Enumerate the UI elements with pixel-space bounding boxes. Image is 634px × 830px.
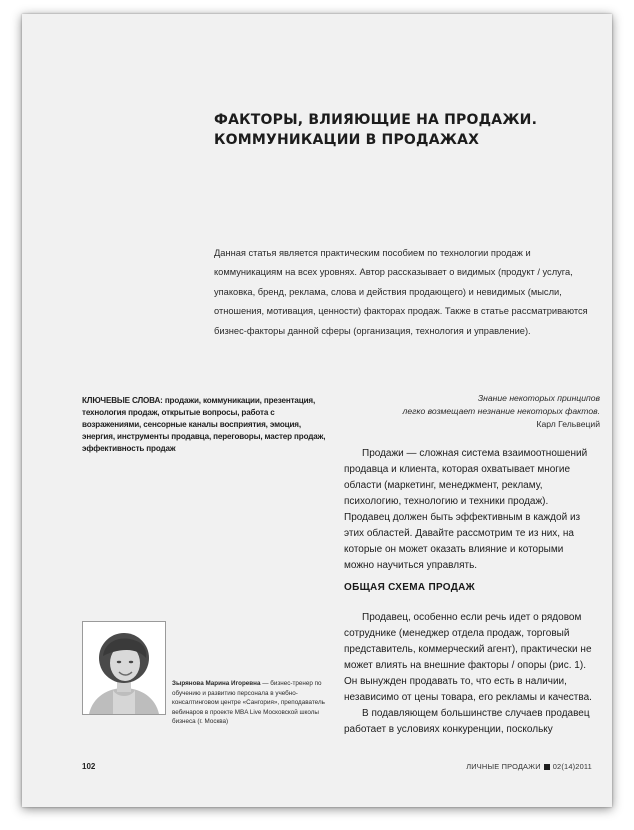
author-portrait-illustration <box>83 622 165 714</box>
page-number: 102 <box>82 762 96 771</box>
running-footer <box>466 762 592 771</box>
keywords-block <box>82 395 332 455</box>
section-paragraph-2: В подавляющем большинстве случаев продавец работает в условиях конкуренции, поскольку <box>344 708 590 735</box>
journal-name: ЛИЧНЫЕ ПРОДАЖИ <box>466 762 541 771</box>
article-title <box>214 110 594 150</box>
epigraph <box>352 392 600 431</box>
author-description: — бизнес-тренер по обучению и развитию персонала в учебно-консалтинговом центре «Сангория», преподаватель вебинаров в проекте MBA Live Московской школы бизнеса (г. Москва) <box>172 680 325 726</box>
epigraph-author: Карл Гельвеций <box>536 419 600 429</box>
author-bio <box>172 679 332 727</box>
section-column <box>344 610 594 738</box>
author-photo <box>82 621 166 715</box>
intro-column <box>344 446 594 574</box>
epigraph-line-1: Знание некоторых принципов <box>477 393 600 403</box>
magazine-page <box>22 14 612 807</box>
square-bullet-icon <box>544 764 550 770</box>
section-heading: ОБЩАЯ СХЕМА ПРОДАЖ <box>344 582 476 593</box>
title-line-2: КОММУНИКАЦИИ В ПРОДАЖАХ <box>214 132 480 148</box>
issue-number: 02(14)2011 <box>552 762 592 771</box>
abstract-text: Данная статья является практическим пособием по технологии продаж и коммуникациям на всех уровнях. Автор рассказывает о видимых (продукт / услуга, упаковка, бренд, реклама, слова и действия продающего) и невидимых (мысли, отношения, мотивация, ценности) факторах продаж. Также в статье рассматриваются бизнес-факторы данной сферы (организация, технология и управление). <box>214 248 588 336</box>
title-line-1: ФАКТОРЫ, ВЛИЯЮЩИЕ НА ПРОДАЖИ. <box>214 112 538 128</box>
author-name: Зырянова Марина Игоревна <box>172 680 261 687</box>
keywords-text: продажи, коммуникации, презентация, технология продаж, открытые вопросы, работа с возражениями, сенсорные каналы восприятия, эмоция, энергия, инструменты продавца, переговоры, мастер продаж, эффективность продаж <box>82 396 326 453</box>
article-abstract <box>214 244 592 341</box>
intro-paragraph: Продажи — сложная система взаимоотношений продавца и клиента, которая охватывает многие области (маркетинг, менеджмент, рекламу, психологию, технологию и техники продаж). Продавец должен быть эффективным в каждой из этих областей. Давайте рассмотрим те из них, на которые он может оказать влияние и которыми можно научиться управлять. <box>344 448 588 571</box>
epigraph-line-2: легко возмещает незнание некоторых фактов. <box>402 406 600 416</box>
section-paragraph-1: Продавец, особенно если речь идет о рядовом сотруднике (менеджер отдела продаж, торговый представитель, коммерческий агент), практически не может влиять на внешние факторы / опоры (рис. 1). Он вынужден продавать то, что есть в наличии, независимо от цены товара, его рекламы и качества. <box>344 612 592 703</box>
keywords-label: КЛЮЧЕВЫЕ СЛОВА: <box>82 396 163 405</box>
